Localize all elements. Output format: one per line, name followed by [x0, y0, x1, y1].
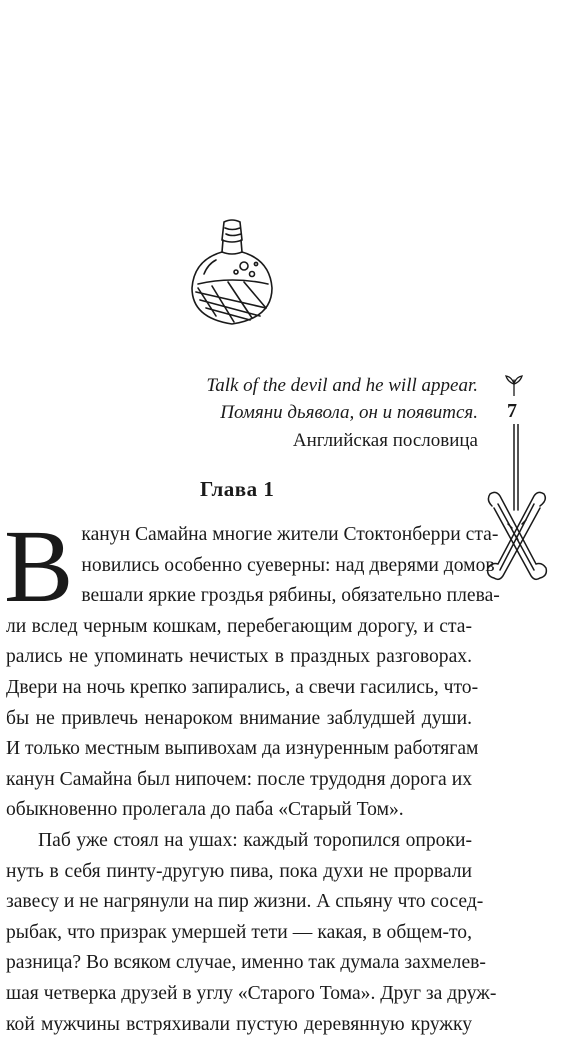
epigraph-russian: Помяни дьявола, он и появится.	[78, 399, 478, 426]
drop-cap: В	[4, 522, 73, 608]
text-line: нуть в себя пинту-другую пива, пока духи не прорвали	[6, 857, 472, 888]
text-line: канун Самайна многие жители Стоктонберри ста-	[6, 520, 472, 551]
text-line: шая четверка друзей в углу «Старого Тома». Друг за друж-	[6, 979, 472, 1010]
paragraph-2	[6, 826, 472, 1040]
text-line: канун Самайна был нипочем: после трудодня дорога их	[6, 765, 472, 796]
text-line: кой мужчины встряхивали пустую деревянную кружку	[6, 1010, 472, 1040]
body-text	[6, 520, 472, 1040]
epigraph	[78, 372, 478, 454]
page-number: 7	[507, 400, 517, 423]
text-line: И только местным выпивохам да изнуренным работягам	[6, 734, 472, 765]
text-line: разница? Во всяком случае, именно так думала захмелев-	[6, 948, 472, 979]
paragraph-1	[6, 520, 472, 826]
text-line: ли вслед черным кошкам, перебегающим дорогу, и ста-	[6, 612, 472, 643]
text-line: Двери на ночь крепко запирались, а свечи гасились, что-	[6, 673, 472, 704]
chapter-title: Глава 1	[200, 477, 274, 502]
epigraph-source: Английская пословица	[78, 427, 478, 454]
epigraph-english: Talk of the devil and he will appear.	[78, 372, 478, 399]
text-line: рыбак, что призрак умершей тети — какая, в общем-то,	[6, 918, 472, 949]
text-line: завесу и не нагрянули на пир жизни. А спьяну что сосед-	[6, 887, 472, 918]
text-line: обыкновенно пролегала до паба «Старый Том».	[6, 795, 472, 826]
potion-bottle-illustration	[186, 218, 278, 330]
text-line: новились особенно суеверны: над дверями домов	[6, 551, 472, 582]
text-line: рались не упоминать нечистых в праздных разговорах.	[6, 642, 472, 673]
text-line: Паб уже стоял на ушах: каждый торопился опроки-	[6, 826, 472, 857]
sprig-icon	[504, 372, 524, 396]
text-line: бы не привлечь ненароком внимание заблудшей души.	[6, 704, 472, 735]
text-line: вешали яркие гроздья рябины, обязательно плева-	[6, 581, 472, 612]
